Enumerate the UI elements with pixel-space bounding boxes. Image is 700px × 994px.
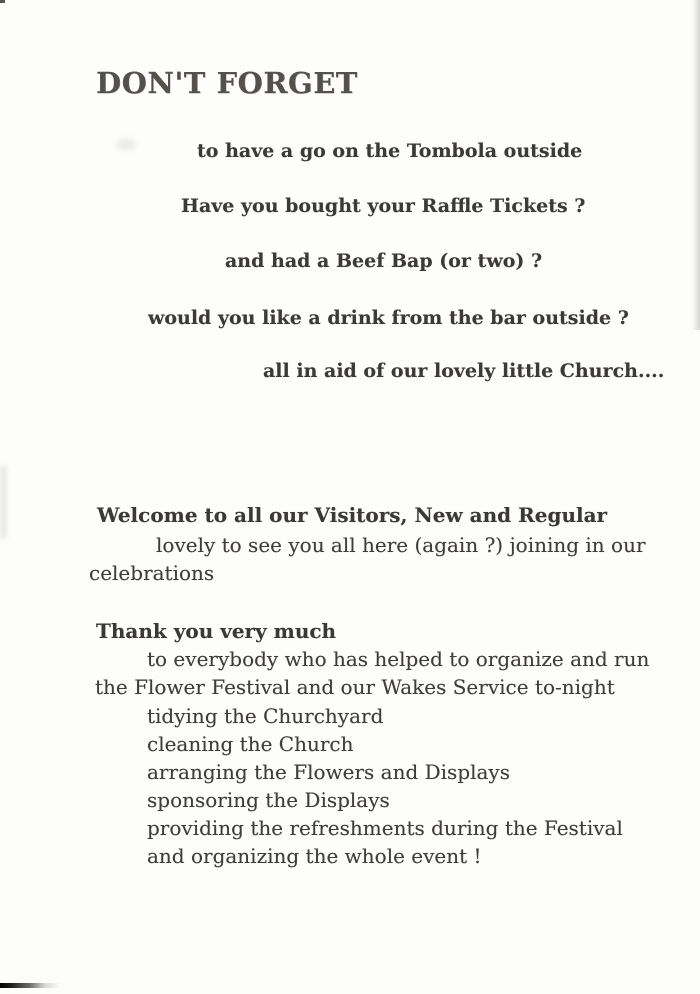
page-title: DON'T FORGET	[96, 66, 358, 100]
reminder-line-beef-bap: and had a Beef Bap (or two) ?	[225, 250, 543, 272]
welcome-text-line: lovely to see you all here (again ?) joining in our	[156, 533, 646, 557]
welcome-text-line: celebrations	[89, 561, 215, 585]
thanks-text-line: the Flower Festival and our Wakes Service to-night	[95, 675, 615, 699]
thanks-item: arranging the Flowers and Displays	[147, 760, 510, 784]
reminder-line-bar: would you like a drink from the bar outside ?	[148, 307, 629, 329]
reminder-line-tombola: to have a go on the Tombola outside	[197, 140, 583, 162]
scan-artifact-right-shade	[692, 0, 700, 330]
thanks-item: and organizing the whole event !	[147, 844, 482, 868]
thanks-item: tidying the Churchyard	[147, 704, 384, 728]
reminder-line-church: all in aid of our lovely little Church....	[263, 360, 665, 382]
scan-artifact-smudge	[116, 139, 136, 150]
thanks-heading: Thank you very much	[96, 619, 337, 643]
reminder-line-raffle: Have you bought your Raffle Tickets ?	[181, 195, 586, 217]
thanks-item-list	[147, 702, 623, 870]
thanks-item: providing the refreshments during the Festival	[147, 816, 623, 840]
thanks-item: sponsoring the Displays	[147, 788, 390, 812]
thanks-text-line: to everybody who has helped to organize and run	[147, 647, 650, 671]
scan-artifact-corner-speck	[0, 0, 5, 3]
thanks-item: cleaning the Church	[147, 732, 354, 756]
welcome-heading: Welcome to all our Visitors, New and Regular	[97, 503, 608, 527]
scan-artifact-left-smudge	[0, 466, 7, 538]
scan-artifact-bottom-streak	[0, 983, 60, 988]
